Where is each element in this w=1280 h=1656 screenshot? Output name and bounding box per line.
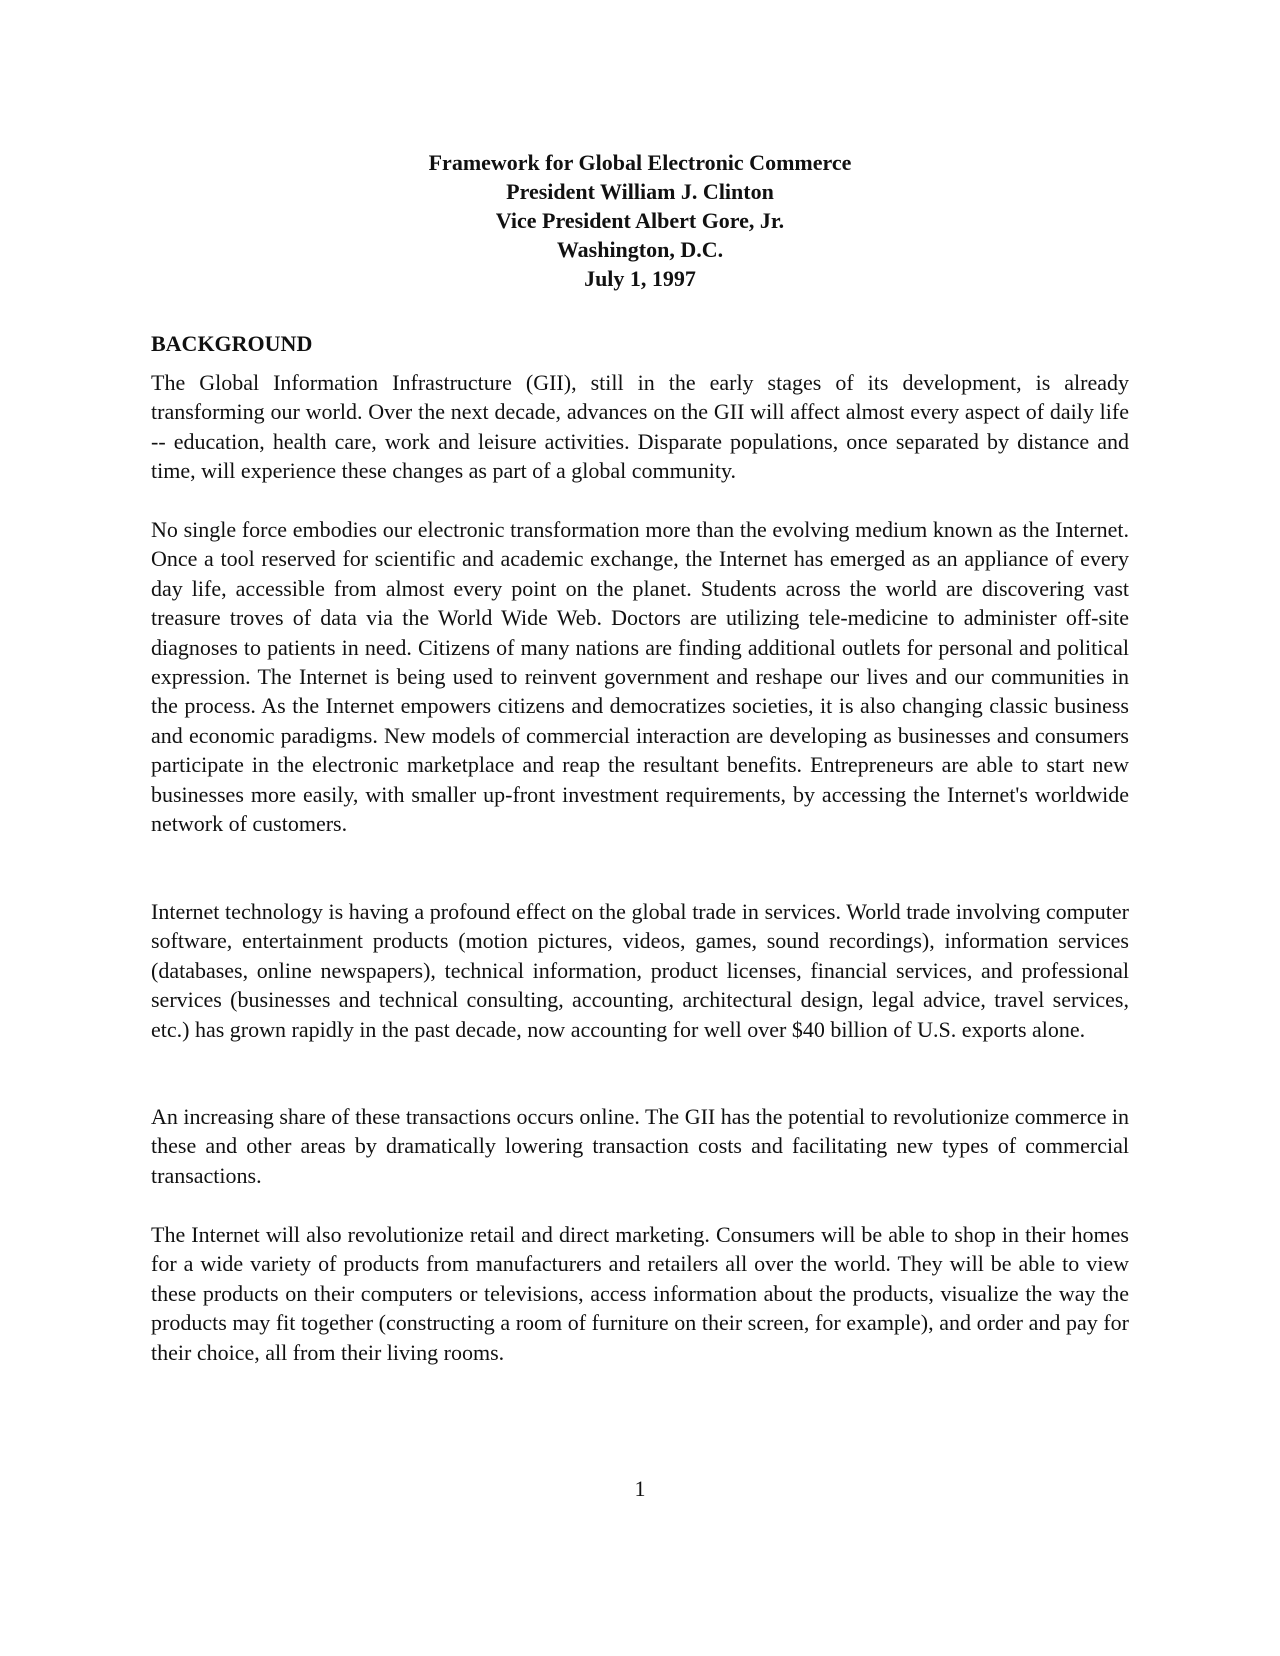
- document-title: Framework for Global Electronic Commerce: [428, 150, 852, 175]
- location: Washington, D.C.: [556, 237, 724, 262]
- section-heading-background: BACKGROUND: [151, 331, 313, 356]
- page-number: 1: [634, 1476, 646, 1501]
- document-date: July 1, 1997: [584, 266, 696, 291]
- title-block: [0, 148, 1280, 293]
- paragraph-5: The Internet will also revolutionize retail and direct marketing. Consumers will be able to shop in their homes for a wide variety of products from manufacturers and retailers all over the world. They will be able to view these products on their computers or televisions, access information about the products, visualize the way the products may fit together (constructing a room of furniture on their screen, for example), and order and pay for their choice, all from their living rooms.: [151, 1222, 1129, 1365]
- paragraph-2: No single force embodies our electronic transformation more than the evolving medium known as the Internet. Once a tool reserved for scientific and academic exchange, the Internet has emerged as an appliance of every day life, accessible from almost every point on the planet. Students across the world are discovering vast treasure troves of data via the World Wide Web. Doctors are utilizing tele-medicine to administer off-site diagnoses to patients in need. Citizens of many nations are finding additional outlets for personal and political expression. The Internet is being used to reinvent government and reshape our lives and our communities in the process. As the Internet empowers citizens and democratizes societies, it is also changing classic business and economic paradigms. New models of commercial interaction are developing as businesses and consumers participate in the electronic marketplace and reap the resultant benefits. Entrepreneurs are able to start new businesses more easily, with smaller up-front investment requirements, by accessing the Internet's worldwide network of customers.: [151, 517, 1129, 837]
- author-vice-president: Vice President Albert Gore, Jr.: [495, 208, 785, 233]
- paragraph-1: The Global Information Infrastructure (GII), still in the early stages of its development, is already transforming our world. Over the next decade, advances on the GII will affect almost every aspect of daily life -- education, health care, work and leisure activities. Disparate populations, once separated by distance and time, will experience these changes as part of a global community.: [151, 370, 1129, 484]
- paragraph-4: An increasing share of these transactions occurs online. The GII has the potential to revolutionize commerce in these and other areas by dramatically lowering transaction costs and facilitating new types of commercial transactions.: [151, 1104, 1129, 1188]
- paragraph-3: Internet technology is having a profound effect on the global trade in services. World trade involving computer software, entertainment products (motion pictures, videos, games, sound recordings), information services (databases, online newspapers), technical information, product licenses, financial services, and professional services (businesses and technical consulting, accounting, architectural design, legal advice, travel services, etc.) has grown rapidly in the past decade, now accounting for well over $40 billion of U.S. exports alone.: [151, 899, 1129, 1042]
- author-president: President William J. Clinton: [506, 179, 774, 204]
